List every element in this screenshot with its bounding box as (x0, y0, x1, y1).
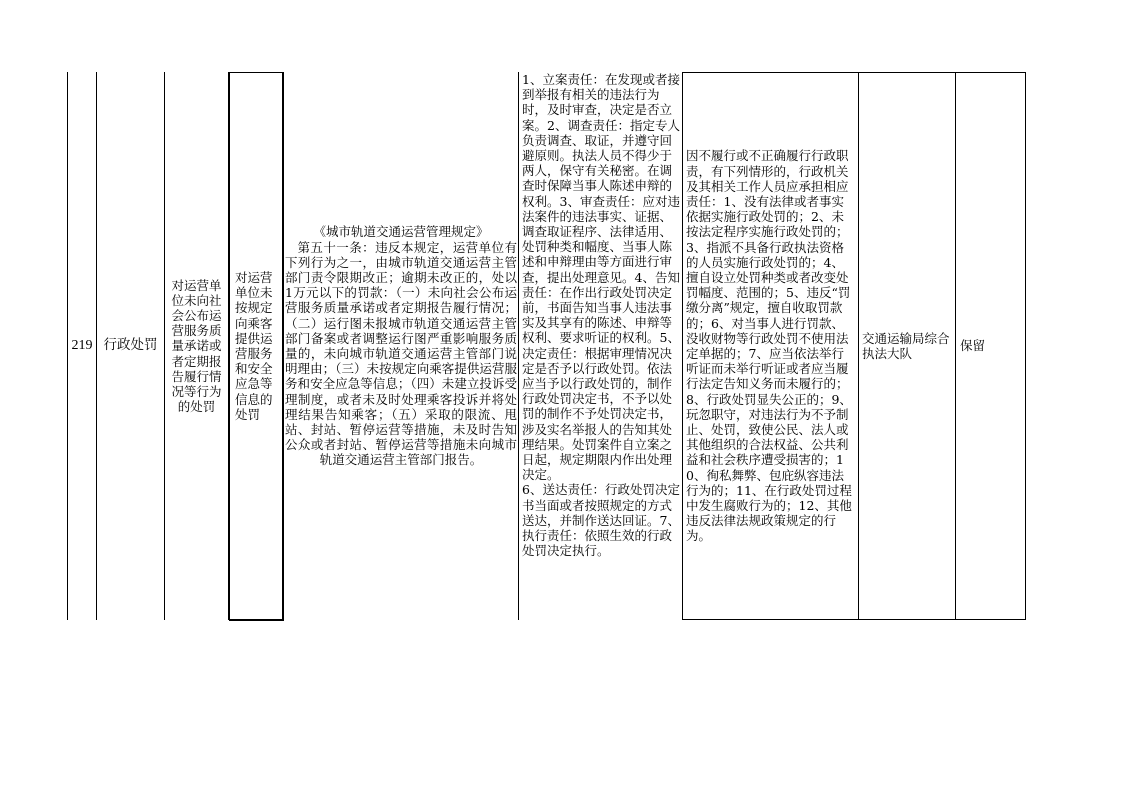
grid-line (518, 72, 519, 620)
item-name: 对运营单 位未向社 会公布运 营服务质 量承诺或 者定期报 告履行情 况等行为 的处罚 (171, 277, 222, 415)
row-number-cell (68, 72, 96, 620)
row-number: 219 (71, 338, 93, 354)
accountability-text: 因不履行或不正确履行行政职责，有下列情形的，行政机关及其相关工作人员应承担相应责任：1、没有法律或者事实依据实施行政处罚的；2、未按法定程序实施行政处罚的；3、指派不具备行政执法资格的人员实施行政处罚的；4、擅自设立处罚种类或者改变处罚幅度、范围的；5、违反“罚缴分离”规定，擅自收取罚款的；6、对当事人进行罚款、没收财物等行政处罚不使用法定单据的；7、应当依法举行听证而未举行听证或者应当履行法定告知义务而未履行的；8、行政处罚显失公正的；9、玩忽职守，对违法行为不予制止、处罚，致使公民、法人或其他组织的合法权益、公共利益和社会秩序遭受损害的；10、徇私舞弊、包庇纵容违法行为的；11、在行政处罚过程中发生腐败行为的；12、其他违反法律法规政策规定的行为。 (686, 148, 852, 544)
legal-basis-title: 《城市轨道交通运营管理规定》 (313, 224, 489, 240)
accountability-cell (684, 72, 858, 620)
department: 交通运输局综合执法大队 (862, 330, 950, 361)
responsibility-text: 1、立案责任：在发现或者接到举报有相关的违法行为时，及时审查，决定是否立案。2、调查责任：指定专人负责调查、取证，并遵守回避原则。执法人员不得少于两人，保守有关秘密。在调查时保障当事人陈述申辩的权利。3、审查责任：应对违法案件的违法事实、证据、调查取证程序、法律适用、处罚种类和幅度、当事人陈述和申辩理由等方面进行审查，提出处理意见。4、告知责任：在作出行政处罚决定前，书面告知当事人违法事实及其享有的陈述、申辩等权利、要求听证的权利。5、决定责任：根据审理情况决定是否予以行政处罚。依法应当予以行政处罚的，制作行政处罚决定书，不予以处罚的制作不予处罚决定书，涉及实名举报人的告知其处理结果。处罚案件自立案之日起，规定期限内作出处理决定。 6、送达责任：行政处罚决定书当面或者按照规定的方式送达，并制作送达回证。7、执行责任：依照生效的行政处罚决定执行。 (522, 72, 680, 559)
department-cell (860, 72, 955, 620)
grid-line (955, 72, 956, 620)
responsibility-cell (520, 72, 682, 620)
legal-basis-body: 第五十一条：违反本规定，运营单位有下列行为之一，由城市轨道交通运营主管部门责令限期改正；逾期未改正的，处以1万元以下的罚款：（一）未向社会公布运营服务质量承诺或者定期报告履行情况；（二）运行图未报城市轨道交通运营主管部门备案或者调整运行图严重影响服务质量的，未向城市轨道交通运营主管部门说明理由；（三）未按规定向乘客提供运营服务和安全应急等信息；（四）未建立投诉受理制度，或者未及时处理乘客投诉并将处理结果告知乘客；（五）采取的限流、甩站、封站、暂停运营等措施，未及时告知公众或者封站、暂停运营等措施未向城市轨道交通运营主管部门报告。 (285, 239, 517, 468)
grid-line (858, 72, 859, 620)
status: 保留 (960, 338, 986, 354)
sub-item: 对运营 单位未 按规定 向乘客 提供运 营服务 和安全 应急等 信息的 处罚 (235, 269, 273, 422)
sub-item-cell (231, 72, 282, 620)
legal-basis-cell (284, 72, 518, 620)
item-name-cell (165, 72, 228, 620)
grid-line (228, 72, 230, 620)
status-cell (957, 72, 1025, 620)
grid-line (1025, 72, 1026, 620)
category: 行政处罚 (103, 337, 158, 354)
category-cell (97, 72, 164, 620)
grid-line (682, 72, 683, 620)
